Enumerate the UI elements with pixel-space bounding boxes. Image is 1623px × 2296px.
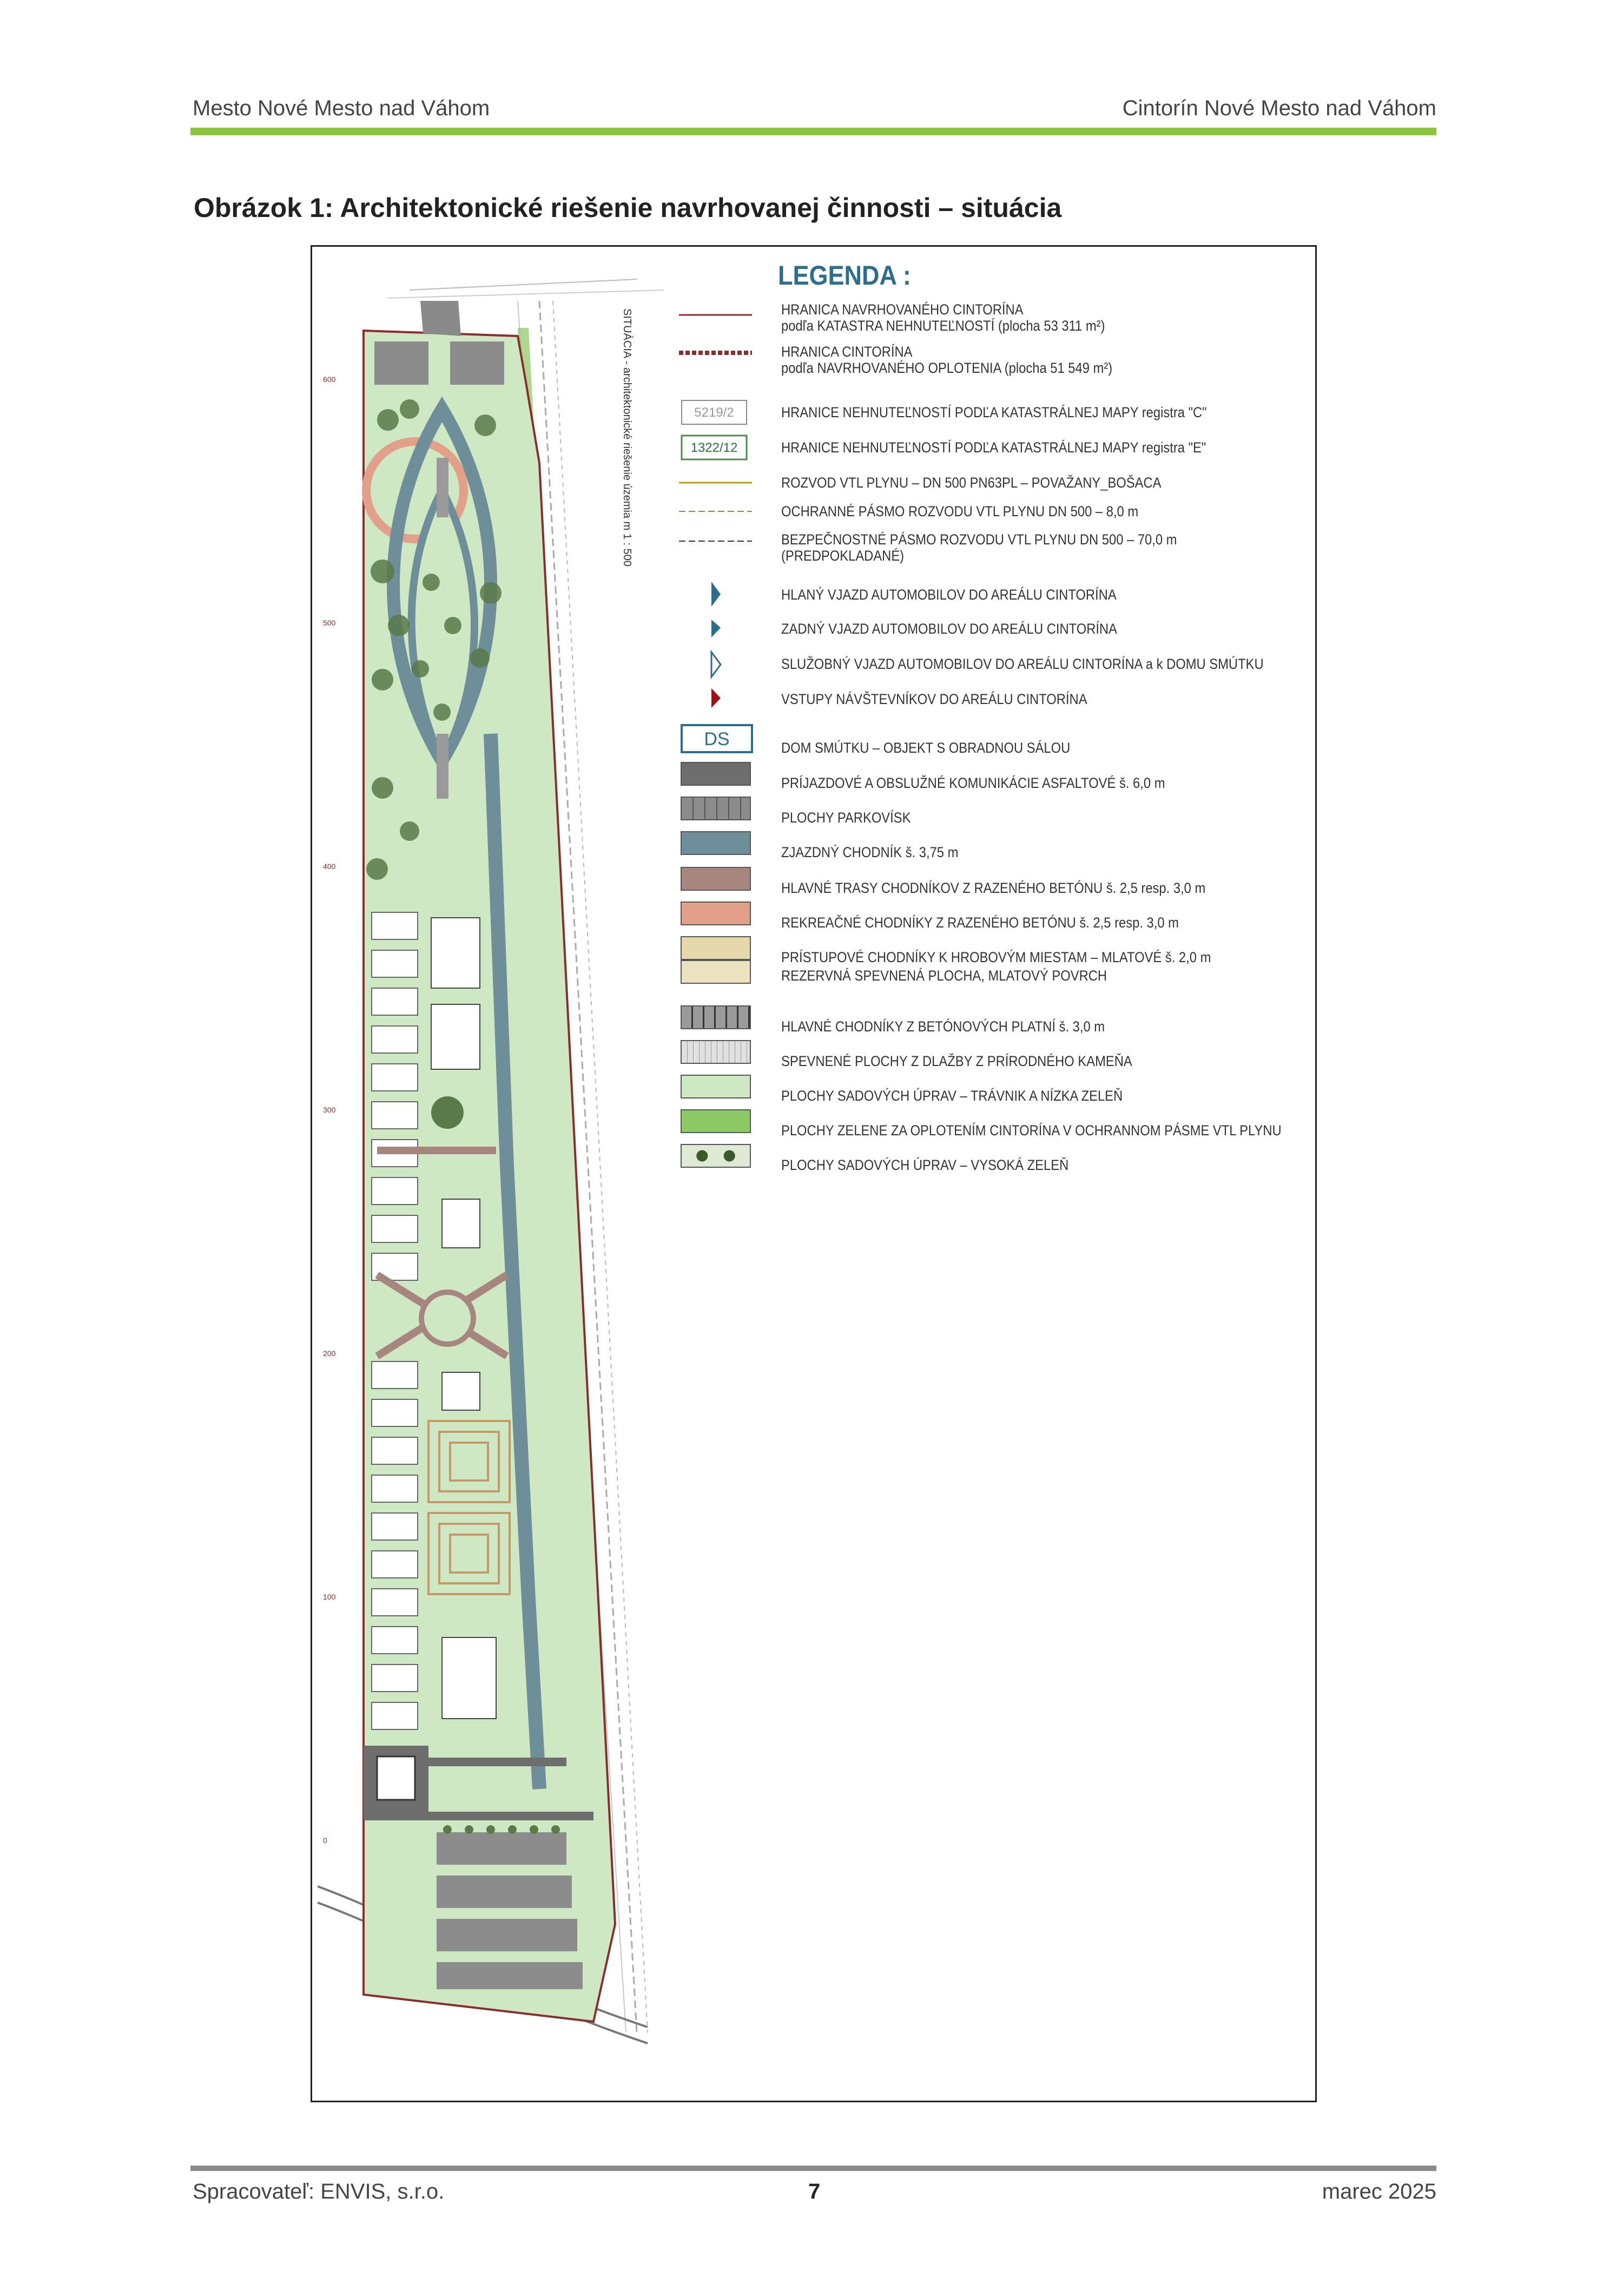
legend-item-18: PRÍSTUPOVÉ CHODNÍKY K HROBOVÝM MIESTAM – MLATOVÉ š. 2,0 m: [781, 949, 1211, 965]
legend-item-8: HLANÝ VJAZD AUTOMOBILOV DO AREÁLU CINTORÍNA: [781, 587, 1117, 603]
svg-text:500: 500: [323, 619, 336, 627]
legend-item-7-line1: BEZPEČNOSTNÉ PÁSMO ROZVODU VTL PLYNU DN 500 – 70,0 m: [781, 531, 1177, 548]
footer-right: marec 2025: [1322, 2180, 1436, 2203]
legend-swatch-parking: [681, 797, 751, 820]
legend-item-5: ROZVOD VTL PLYNU – DN 500 PN63PL – POVAŽANY_BOŠACA: [781, 475, 1162, 491]
header-rule: [190, 128, 1436, 135]
legend-item-2-line1: HRANICA CINTORÍNA: [781, 344, 913, 360]
legend-item-17: REKREAČNÉ CHODNÍKY Z RAZENÉHO BETÓNU š. 2,5 resp. 3,0 m: [781, 915, 1179, 931]
legend-item-1-line1: HRANICA NAVRHOVANÉHO CINTORÍNA: [781, 301, 1024, 318]
legend-item-14: PLOCHY PARKOVÍSK: [781, 810, 911, 826]
legend-item-21: SPEVNENÉ PLOCHY Z DLAŽBY Z PRÍRODNÉHO KAMEŇA: [781, 1053, 1132, 1069]
legend-badge-c: 5219/2: [694, 405, 734, 420]
legend-item-11: VSTUPY NÁVŠTEVNÍKOV DO AREÁLU CINTORÍNA: [781, 691, 1087, 707]
page-header-left: Mesto Nové Mesto nad Váhom: [193, 96, 490, 120]
legend-badge-e: 1322/12: [690, 440, 738, 455]
legend-item-3: HRANICE NEHNUTEĽNOSTÍ PODĽA KATASTRÁLNEJ MAPY registra "C": [781, 404, 1207, 420]
legend-swatch-main-paths: [681, 867, 751, 891]
figure-title: Obrázok 1: Architektonické riešenie navrhovanej činnosti – situácia: [194, 193, 1062, 223]
legend-item-13: PRÍJAZDOVÉ A OBSLUŽNÉ KOMUNIKÁCIE ASFALTOVÉ š. 6,0 m: [781, 775, 1165, 791]
legend-swatch-recreation-paths: [681, 902, 751, 925]
legend-item-6: OCHRANNÉ PÁSMO ROZVODU VTL PLYNU DN 500 – 8,0 m: [781, 503, 1139, 519]
svg-text:300: 300: [323, 1106, 336, 1114]
legend-item-23: PLOCHY ZELENE ZA OPLOTENÍM CINTORÍNA V OCHRANNOM PÁSME VTL PLYNU: [781, 1122, 1282, 1139]
svg-text:400: 400: [323, 862, 336, 871]
legend-item-20: HLAVNÉ CHODNÍKY Z BETÓNOVÝCH PLATNÍ š. 3,0 m: [781, 1018, 1105, 1035]
footer-rule: [190, 2166, 1436, 2171]
svg-text:100: 100: [323, 1593, 336, 1601]
legend-swatch-reserve: [681, 960, 751, 984]
legend-item-19: REZERVNÁ SPEVNENÁ PLOCHA, MLATOVÝ POVRCH: [781, 968, 1107, 984]
legend-item-9: ZADNÝ VJAZD AUTOMOBILOV DO AREÁLU CINTORÍNA: [781, 621, 1117, 637]
svg-text:200: 200: [323, 1349, 336, 1358]
drawing-scale-label: SITUÁCIA - architektonické riešenie územia m 1 : 500: [621, 308, 633, 567]
legend-item-1-line2: podľa KATASTRA NEHNUTEĽNOSTÍ (plocha 53 311 m²): [781, 318, 1105, 334]
svg-text:600: 600: [323, 375, 336, 384]
legend-title: LEGENDA :: [778, 260, 911, 291]
legend-item-15: ZJAZDNÝ CHODNÍK š. 3,75 m: [781, 844, 959, 860]
svg-text:0: 0: [323, 1836, 327, 1845]
legend-swatch-green-buffer: [681, 1109, 751, 1133]
legend-swatch-access-paths: [681, 936, 751, 960]
page-number: 7: [808, 2180, 821, 2203]
legend-item-12: DOM SMÚTKU – OBJEKT S OBRADNOU SÁLOU: [781, 740, 1071, 756]
legend-item-4: HRANICE NEHNUTEĽNOSTÍ PODĽA KATASTRÁLNEJ MAPY registra "E": [781, 439, 1206, 456]
legend-swatch-high-greenery: [681, 1144, 751, 1168]
legend-item-2-line2: podľa NAVRHOVANÉHO OPLOTENIA (plocha 51 549 m²): [781, 360, 1113, 376]
legend-swatch-concrete-slabs: [681, 1005, 751, 1029]
footer-left: Spracovateľ: ENVIS, s.r.o.: [193, 2180, 445, 2203]
legend-swatch-lawn: [681, 1075, 751, 1098]
legend-item-10: SLUŽOBNÝ VJAZD AUTOMOBILOV DO AREÁLU CINTORÍNA a k DOMU SMÚTKU: [781, 656, 1264, 672]
legend-swatch-blue-path: [681, 831, 751, 855]
legend-swatch-asphalt: [681, 762, 751, 786]
legend-item-16: HLAVNÉ TRASY CHODNÍKOV Z RAZENÉHO BETÓNU š. 2,5 resp. 3,0 m: [781, 880, 1206, 896]
legend-item-24: PLOCHY SADOVÝCH ÚPRAV – VYSOKÁ ZELEŇ: [781, 1157, 1069, 1173]
legend-item-7-line2: (PREDPOKLADANÉ): [781, 548, 905, 564]
page-header-right: Cintorín Nové Mesto nad Váhom: [1122, 96, 1436, 120]
legend-badge-ds: DS: [704, 729, 730, 749]
legend-item-22: PLOCHY SADOVÝCH ÚPRAV – TRÁVNIK A NÍZKA ZELEŇ: [781, 1088, 1123, 1104]
legend-swatch-stone-paving: [681, 1040, 751, 1064]
